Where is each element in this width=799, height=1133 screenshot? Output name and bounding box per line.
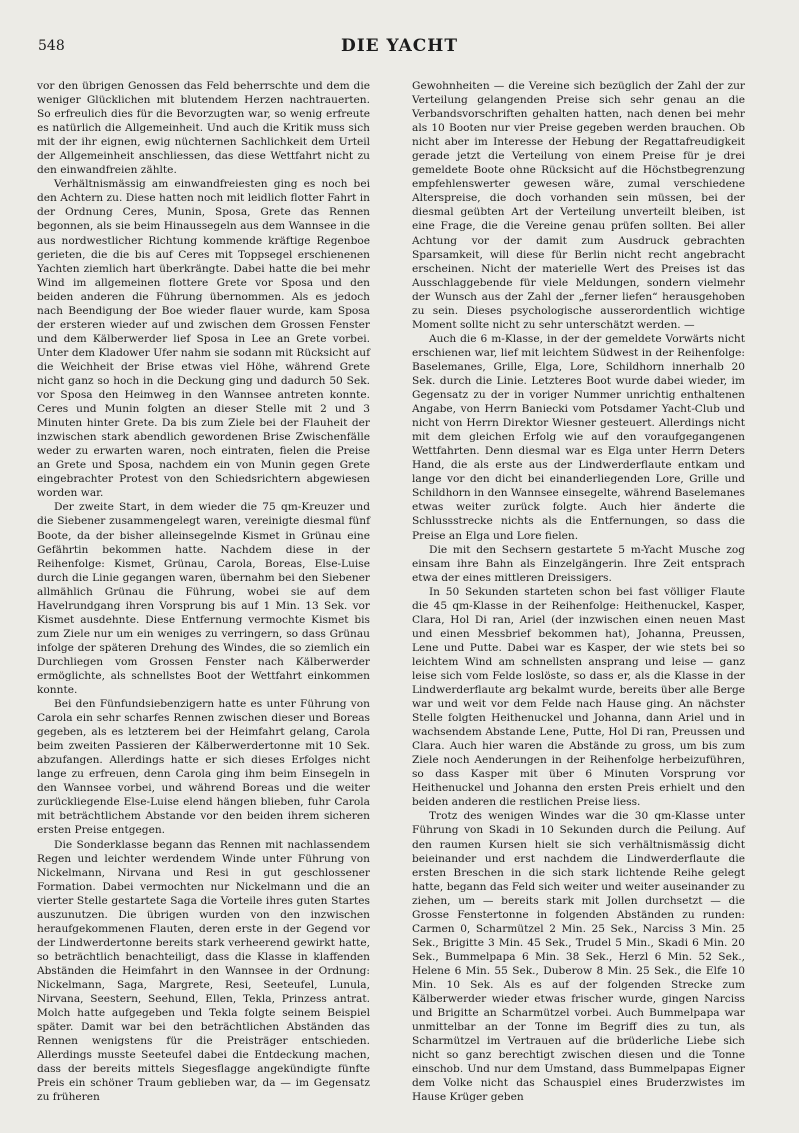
paragraph: In 50 Sekunden starteten schon bei fast völliger Flaute die 45 qm-Klasse in der Reihenfolge: Heithenuckel, Kasper, Clara, Hol Di ran, Ariel (der inzwischen einen neuen Mast und einen Messbrief bekommen hat), Johanna, Preussen, Lene und Putte. Dabei war es Kasper, der wie stets bei so leichtem Wind am schnellsten ansprang und leise — ganz leise sich vom Felde loslöste, so dass er, als die Klasse in der Lindwerderflaute arg bekalmt wurde, bereits über alle Berge war und weit vor dem Felde nach Hause ging. An nächster Stelle folgten Heithenuckel und Johanna, dann Ariel und in wachsendem Abstande Lene, Putte, Hol Di ran, Preussen und Clara. Auch hier waren die Abstände zu gross, um bis zum Ziele noch Aenderungen in der Reihenfolge herbeizuführen, so dass Kasper mit über 6 Minuten Vorsprung vor Heithenuckel und Johanna den ersten Preis erhielt und den beiden anderen die restlichen Preise liess. xyxy=(412,585,745,809)
page-number: 548 xyxy=(38,38,65,54)
paragraph: Die mit den Sechsern gestartete 5 m-Yacht Musche zog einsam ihre Bahn als Einzelgängerin. Ihre Zeit entsprach etwa der eines mittleren Dreissigers. xyxy=(412,543,745,584)
paragraph: vor den übrigen Genossen das Feld beherrschte und dem die weniger Glücklichen mit blutendem Herzen nachtrauerten. So erfreulich dies für die Bevorzugten war, so wenig erfreute es natürlich die Allgemeinheit. Und auch die Kritik muss sich mit der ihr eignen, ewig nüchternen Sachlichkeit dem Urteil der Allgemeinheit anschliessen, das diese Wettfahrt nicht zu den einwandfreien zählte. xyxy=(37,80,370,177)
paragraph: Gewohnheiten — die Vereine sich bezüglich der Zahl der zur Verteilung gelangenden Preise sich sehr genau an die Verbandsvorschriften gehalten hatten, nach denen bei mehr als 10 Booten nur vier Preise gegeben werden brauchen. Ob nicht aber im Interesse der Hebung der Regattafreudigkeit gerade jetzt die Verteilung von einem Preise für je drei gemeldete Boote ohne Rücksicht auf die Höchstbegrenzung empfehlenswerter gewesen wäre, zumal verschiedene Alterspreise, die doch vorhanden sein müssen, bei der diesmal geübten Art der Verteilung unverteilt bleiben, ist eine Frage, die die Vereine genau prüfen sollten. Bei aller Achtung vor der damit zum Ausdruck gebrachten Sparsamkeit, will diese für Berlin nicht recht angebracht erscheinen. Nicht der materielle Wert des Preises ist das Ausschlaggebende für viele Meldungen, sondern vielmehr der Wunsch aus der Zahl der „ferner liefen“ herausgehoben zu sein. Dieses psychologische ausserordentlich wichtige Moment sollte nicht zu sehr unterschätzt werden. — xyxy=(412,80,745,331)
paragraph: Auch die 6 m-Klasse, in der der gemeldete Vorwärts nicht erschienen war, lief mit leichtem Südwest in der Reihenfolge: Baselemanes, Grille, Elga, Lore, Schildhorn innerhalb 20 Sek. durch die Linie. Letzteres Boot wurde dabei wieder, im Gegensatz zu der in voriger Nummer unrichtig enthaltenen Angabe, von Herrn Baniecki vom Potsdamer Yacht-Club und nicht von Herrn Direktor Wiesner gesteuert. Allerdings nicht mit dem gleichen Erfolg wie auf den voraufgegangenen Wettfahrten. Denn diesmal war es Elga unter Herrn Deters Hand, die als erste aus der Lindwerderflaute entkam und lange vor den dicht bei einanderliegenden Lore, Grille und Schildhorn in den Wannsee einsegelte, während Baselemanes etwas weiter zurück folgte. Auch hier änderte die Schlussstrecke nichts als die Entfernungen, so dass die Preise an Elga und Lore fielen. xyxy=(412,332,745,542)
right-column xyxy=(412,79,745,1104)
paragraph: Bei den Fünfundsiebenzigern hatte es unter Führung von Carola ein sehr scharfes Rennen zwischen dieser und Boreas gegeben, als es letzterem bei der Heimfahrt gelang, Carola beim zweiten Passieren der Kälberwerdertonne mit 10 Sek. abzufangen. Allerdings hatte er sich dieses Erfolges nicht lange zu erfreuen, denn Carola ging ihm beim Einsegeln in den Wannsee vorbei, und während Boreas und die weiter zurückliegende Else-Luise elend hängen blieben, fuhr Carola mit beträchtlichem Abstande vor den beiden ihrem sicheren ersten Preise entgegen. xyxy=(37,698,370,837)
paragraph: Trotz des wenigen Windes war die 30 qm-Klasse unter Führung von Skadi in 10 Sekunden durch die Peilung. Auf den raumen Kursen hielt sie sich verhältnismässig dicht beieinander und erst nachdem die Lindwerderflaute die ersten Breschen in die sich stark lichtende Reihe gelegt hatte, begann das Feld sich weiter und weiter auseinander zu ziehen, um — bereits stark mit Jollen durchsetzt — die Grosse Fenstertonne in folgenden Abständen zu runden: Carmen 0, Scharmützel 2 Min. 25 Sek., Narciss 3 Min. 25 Sek., Brigitte 3 Min. 45 Sek., Trudel 5 Min., Skadi 6 Min. 20 Sek., Bummelpapa 6 Min. 38 Sek., Herzl 6 Min. 52 Sek., Helene 6 Min. 55 Sek., Duberow 8 Min. 25 Sek., die Elfe 10 Min. 10 Sek. Als es auf der folgenden Strecke zum Kälberwerder wieder etwas frischer wurde, gingen Narciss und Brigitte an Scharmützel vorbei. Auch Bummelpapa war unmittelbar an der Tonne im Begriff dies zu tun, als Scharmützel im Vertrauen auf die brüderliche Liebe sich nicht so ganz berechtigt zwischen diesen und die Tonne einschob. Und nur dem Umstand, dass Bummelpapas Eigner dem Volke nicht das Schauspiel eines Bruderzwistes im Hause Krüger geben xyxy=(412,810,745,1104)
left-column xyxy=(37,79,370,1104)
paragraph: Die Sonderklasse begann das Rennen mit nachlassendem Regen und leichter werdendem Winde unter Führung von Nickelmann, Nirvana und Resi in gut geschlossener Formation. Dabei vermochten nur Nickelmann und die an vierter Stelle gestartete Saga die Vorteile ihres guten Startes auszunutzen. Die übrigen wurden von den inzwischen heraufgekommenen Flauten, deren erste in der Gegend vor der Lindwerdertonne bereits stark verheerend gewirkt hatte, so beträchtlich benachteiligt, dass die Klasse in klaffenden Abständen die Heimfahrt in den Wannsee in der Ordnung: Nickelmann, Saga, Margrete, Resi, Seeteufel, Lunula, Nirvana, Seestern, Seehund, Ellen, Tekla, Prinzess antrat. Molch hatte aufgegeben und Tekla folgte seinem Beispiel später. Damit war bei den beträchtlichen Abständen das Rennen wenigstens für die Preisträger entschieden. Allerdings musste Seeteufel dabei die Entdeckung machen, dass der bereits mittels Siegesflagge angekündigte fünfte Preis ein schöner Traum geblieben war, da — im Gegensatz zu früheren xyxy=(37,838,370,1104)
running-title: DIE YACHT xyxy=(340,36,459,56)
paragraph: Der zweite Start, in dem wieder die 75 qm-Kreuzer und die Siebener zusammengelegt waren, vereinigte diesmal fünf Boote, da der bisher alleinsegelnde Kismet in Grünau eine Gefährtin bekommen hatte. Nachdem diese in der Reihenfolge: Kismet, Grünau, Carola, Boreas, Else-Luise durch die Linie gegangen waren, übernahm bei den Siebener allmählich Grünau die Führung, wobei sie auf dem Havelrundgang ihren Vorsprung bis auf 1 Min. 13 Sek. vor Kismet ausdehnte. Diese Entfernung vermochte Kismet bis zum Ziele nur um ein weniges zu verringern, so dass Grünau infolge der späteren Drehung des Windes, die so ziemlich ein Durchliegen vom Grossen Fenster nach Kälberwerder ermöglichte, als schnellstes Boot der Wettfahrt einkommen konnte. xyxy=(37,501,370,697)
paragraph: Verhältnismässig am einwandfreiesten ging es noch bei den Achtern zu. Diese hatten noch mit leidlich flotter Fahrt in der Ordnung Ceres, Munin, Sposa, Grete das Rennen begonnen, als sie beim Hinaussegeln aus dem Wannsee in die aus nordwestlicher Richtung kommende kräftige Regenboe gerieten, die die bis auf Ceres mit Toppsegel erschienenen Yachten ziemlich hart überkrängte. Dabei hatte die bei mehr Wind im allgemeinen flottere Grete vor Sposa und den beiden anderen die Führung übernommen. Als es jedoch nach Beendigung der Boe wieder flauer wurde, kam Sposa der ersteren wieder auf und zwischen dem Grossen Fenster und dem Kälberwerder lief Sposa in Lee an Grete vorbei. Unter dem Kladower Ufer nahm sie sodann mit Rücksicht auf die Weichheit der Brise etwas viel Höhe, während Grete nicht ganz so hoch in die Deckung ging und dadurch 50 Sek. vor Sposa den Heimweg in den Wannsee antreten konnte. Ceres und Munin folgten an dieser Stelle mit 2 und 3 Minuten hinter Grete. Da bis zum Ziele bei der Flauheit der inzwischen stark abendlich gewordenen Brise Zwischenfälle weder zu erwarten waren, noch eintraten, fielen die Preise an Grete und Sposa, nachdem ein von Munin gegen Grete eingebrachter Protest von den Schiedsrichtern abgewiesen worden war. xyxy=(37,178,370,500)
